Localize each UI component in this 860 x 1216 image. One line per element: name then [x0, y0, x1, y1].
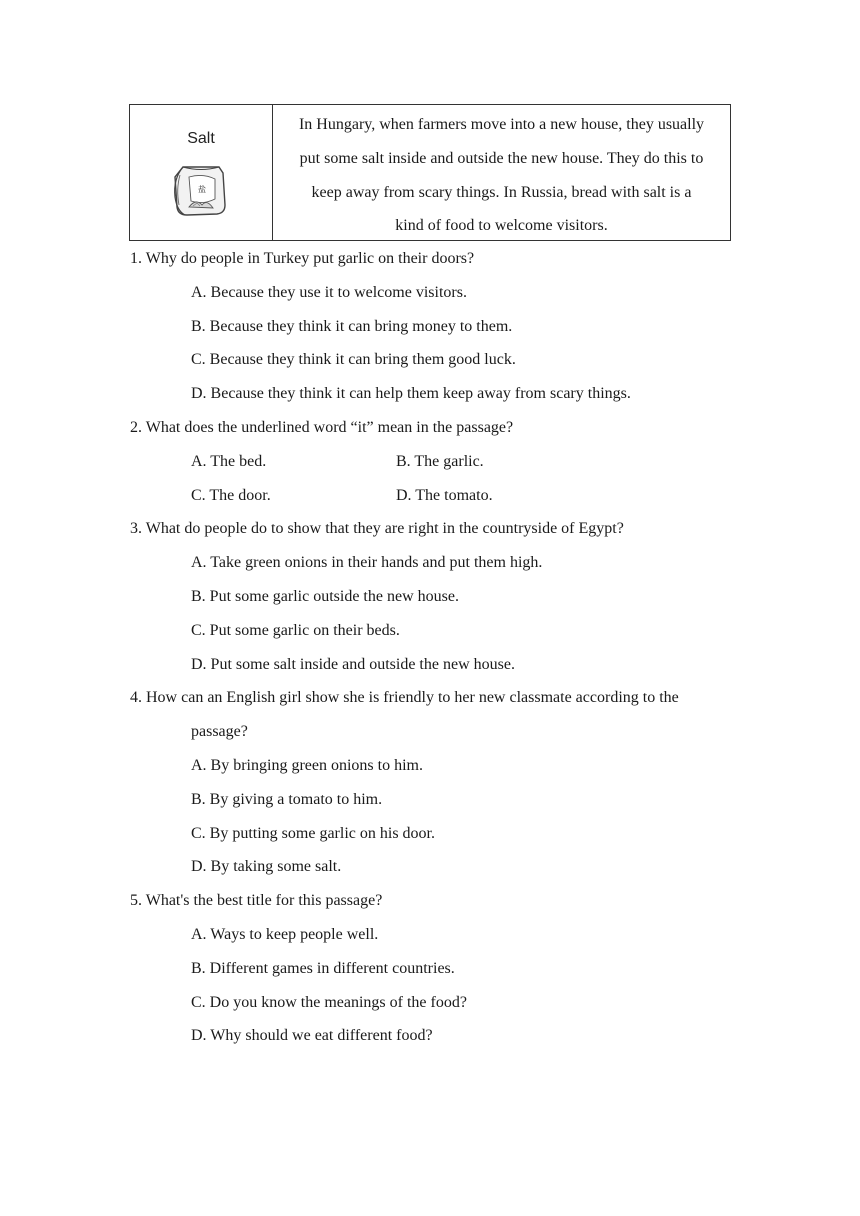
- answer-option: C. By putting some garlic on his door.: [191, 824, 435, 842]
- food-cell-name: [130, 105, 273, 240]
- answer-option: B. Put some garlic outside the new house.: [191, 587, 459, 605]
- question-stem: 3. What do people do to show that they are right in the countryside of Egypt?: [130, 520, 624, 538]
- answer-option: C. The door.: [191, 486, 271, 504]
- food-cell-description: [273, 105, 730, 240]
- answer-option: C. Because they think it can bring them good luck.: [191, 351, 516, 369]
- description-line: put some salt inside and outside the new house. They do this to: [299, 149, 704, 167]
- food-table: [129, 104, 731, 241]
- answer-option: D. Because they think it can help them keep away from scary things.: [191, 385, 631, 403]
- option-row: [130, 479, 740, 513]
- answer-option: A. The bed.: [191, 452, 267, 470]
- answer-option: A. Because they use it to welcome visitors.: [191, 283, 467, 301]
- question-stem: 4. How can an English girl show she is friendly to her new classmate according to the: [130, 689, 679, 707]
- answer-option: D. The tomato.: [396, 486, 493, 504]
- salt-char: 盐: [198, 185, 206, 194]
- answer-option: B. The garlic.: [396, 452, 484, 470]
- answer-option: C. Do you know the meanings of the food?: [191, 993, 467, 1011]
- answer-option: A. By bringing green onions to him.: [191, 756, 423, 774]
- question-stem: 2. What does the underlined word “it” mean in the passage?: [130, 418, 514, 436]
- answer-option: A. Ways to keep people well.: [191, 925, 379, 943]
- food-name: Salt: [187, 130, 215, 147]
- question-list: [130, 242, 740, 1053]
- question-stem-continuation: passage?: [191, 723, 248, 741]
- salt-bag-icon: [169, 161, 233, 217]
- answer-option: C. Put some garlic on their beds.: [191, 621, 400, 639]
- answer-option: D. Put some salt inside and outside the new house.: [191, 655, 515, 673]
- description-line: keep away from scary things. In Russia, bread with salt is a: [311, 183, 692, 201]
- answer-option: B. By giving a tomato to him.: [191, 790, 383, 808]
- answer-option: D. Why should we eat different food?: [191, 1027, 433, 1045]
- description-line: In Hungary, when farmers move into a new house, they usually: [298, 116, 705, 133]
- description-line: kind of food to welcome visitors.: [395, 217, 608, 235]
- answer-option: D. By taking some salt.: [191, 858, 342, 876]
- question-stem: 1. Why do people in Turkey put garlic on their doors?: [130, 250, 475, 267]
- option-row: [130, 445, 740, 479]
- answer-option: A. Take green onions in their hands and put them high.: [191, 554, 543, 572]
- question-stem: 5. What's the best title for this passage?: [130, 892, 383, 910]
- answer-option: B. Different games in different countries.: [191, 959, 455, 977]
- answer-option: B. Because they think it can bring money to them.: [191, 317, 513, 335]
- food-description: [279, 108, 724, 243]
